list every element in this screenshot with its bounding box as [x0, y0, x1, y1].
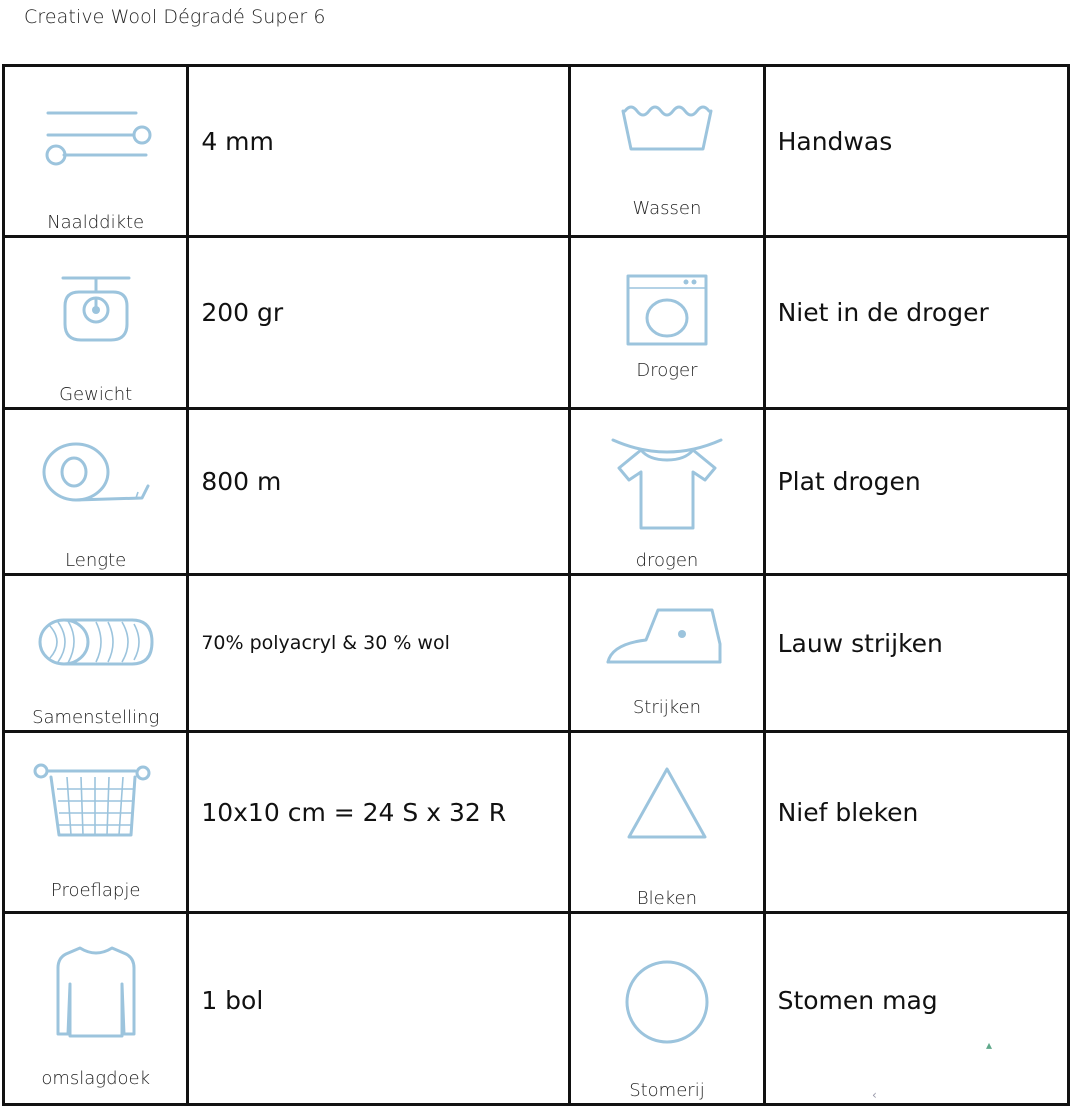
knitting-needles-icon: [36, 105, 156, 175]
icon-cell-droger: [570, 237, 764, 409]
bleach-triangle-icon: [617, 763, 717, 843]
value-text: 4 mm: [201, 126, 274, 156]
value-text: 70% polyacryl & 30 % wol: [201, 632, 450, 654]
icon-cell-stomerij: [570, 913, 764, 1105]
icon-cell-gewicht: [4, 237, 188, 409]
value-text: Nief bleken: [777, 797, 919, 827]
value-text: Niet in de droger: [777, 298, 989, 327]
value-cell-omslagdoek: [188, 913, 570, 1105]
icon-label: omslagdoek: [41, 1068, 151, 1089]
table-row: [4, 732, 1069, 913]
value-text: Stomen mag: [777, 986, 938, 1015]
scan-artifact: ▴: [986, 1038, 993, 1052]
icon-cell-samenstelling: [4, 575, 188, 732]
value-text: Lauw strijken: [777, 628, 943, 658]
icon-cell-omslagdoek: [4, 913, 188, 1105]
icon-label: Strijken: [632, 697, 702, 718]
value-cell-stomerij: [764, 913, 1068, 1105]
tumble-dryer-icon: [622, 272, 712, 348]
icon-label: Gewicht: [59, 384, 133, 405]
icon-cell-naalddikte: [4, 66, 188, 237]
table-row: [4, 237, 1069, 409]
value-text: 1 bol: [201, 986, 264, 1015]
table-row: [4, 409, 1069, 575]
scan-artifact: ‹: [872, 1088, 877, 1102]
value-cell-bleken: [764, 732, 1068, 913]
value-cell-wassen: [764, 66, 1068, 237]
value-cell-droger: [764, 237, 1068, 409]
table-row: [4, 913, 1069, 1105]
value-text: 200 gr: [201, 298, 284, 327]
value-cell-naalddikte: [188, 66, 570, 237]
icon-label: Samenstelling: [32, 707, 160, 728]
value-text: Handwas: [777, 126, 893, 156]
icon-label: Naalddikte: [47, 212, 145, 233]
icon-label: Lengte: [65, 550, 127, 571]
icon-cell-strijken: [570, 575, 764, 732]
value-text: Plat drogen: [777, 467, 921, 496]
sweater-icon: [46, 942, 146, 1042]
dry-clean-circle-icon: [617, 952, 717, 1052]
knitted-swatch-icon: [31, 761, 161, 841]
value-cell-lengte: [188, 409, 570, 575]
icon-cell-drogen: [570, 409, 764, 575]
scale-icon: [51, 272, 141, 352]
value-text: 800 m: [201, 467, 282, 496]
document-title: Creative Wool Dégradé Super 6: [24, 6, 326, 28]
icon-cell-bleken: [570, 732, 764, 913]
icon-label: drogen: [635, 550, 699, 571]
value-cell-strijken: [764, 575, 1068, 732]
washing-basin-icon: [617, 97, 717, 157]
value-cell-proeflapje: [188, 732, 570, 913]
icon-label: Wassen: [632, 198, 702, 219]
measuring-tape-icon: [36, 438, 156, 508]
icon-label: Bleken: [636, 888, 698, 909]
icon-cell-wassen: [570, 66, 764, 237]
iron-icon: [602, 604, 732, 674]
table-row: [4, 66, 1069, 237]
icon-cell-proeflapje: [4, 732, 188, 913]
yarn-skein-icon: [36, 612, 156, 672]
shirt-on-line-icon: [607, 434, 727, 534]
value-cell-samenstelling: [188, 575, 570, 732]
care-instructions-table: [2, 64, 1070, 1106]
value-cell-drogen: [764, 409, 1068, 575]
icon-label: Stomerij: [629, 1080, 705, 1101]
icon-label: Droger: [636, 360, 698, 381]
icon-cell-lengte: [4, 409, 188, 575]
value-cell-gewicht: [188, 237, 570, 409]
value-text: 10x10 cm = 24 S x 32 R: [201, 797, 507, 827]
table-row: [4, 575, 1069, 732]
icon-label: Proeflapje: [50, 880, 141, 901]
